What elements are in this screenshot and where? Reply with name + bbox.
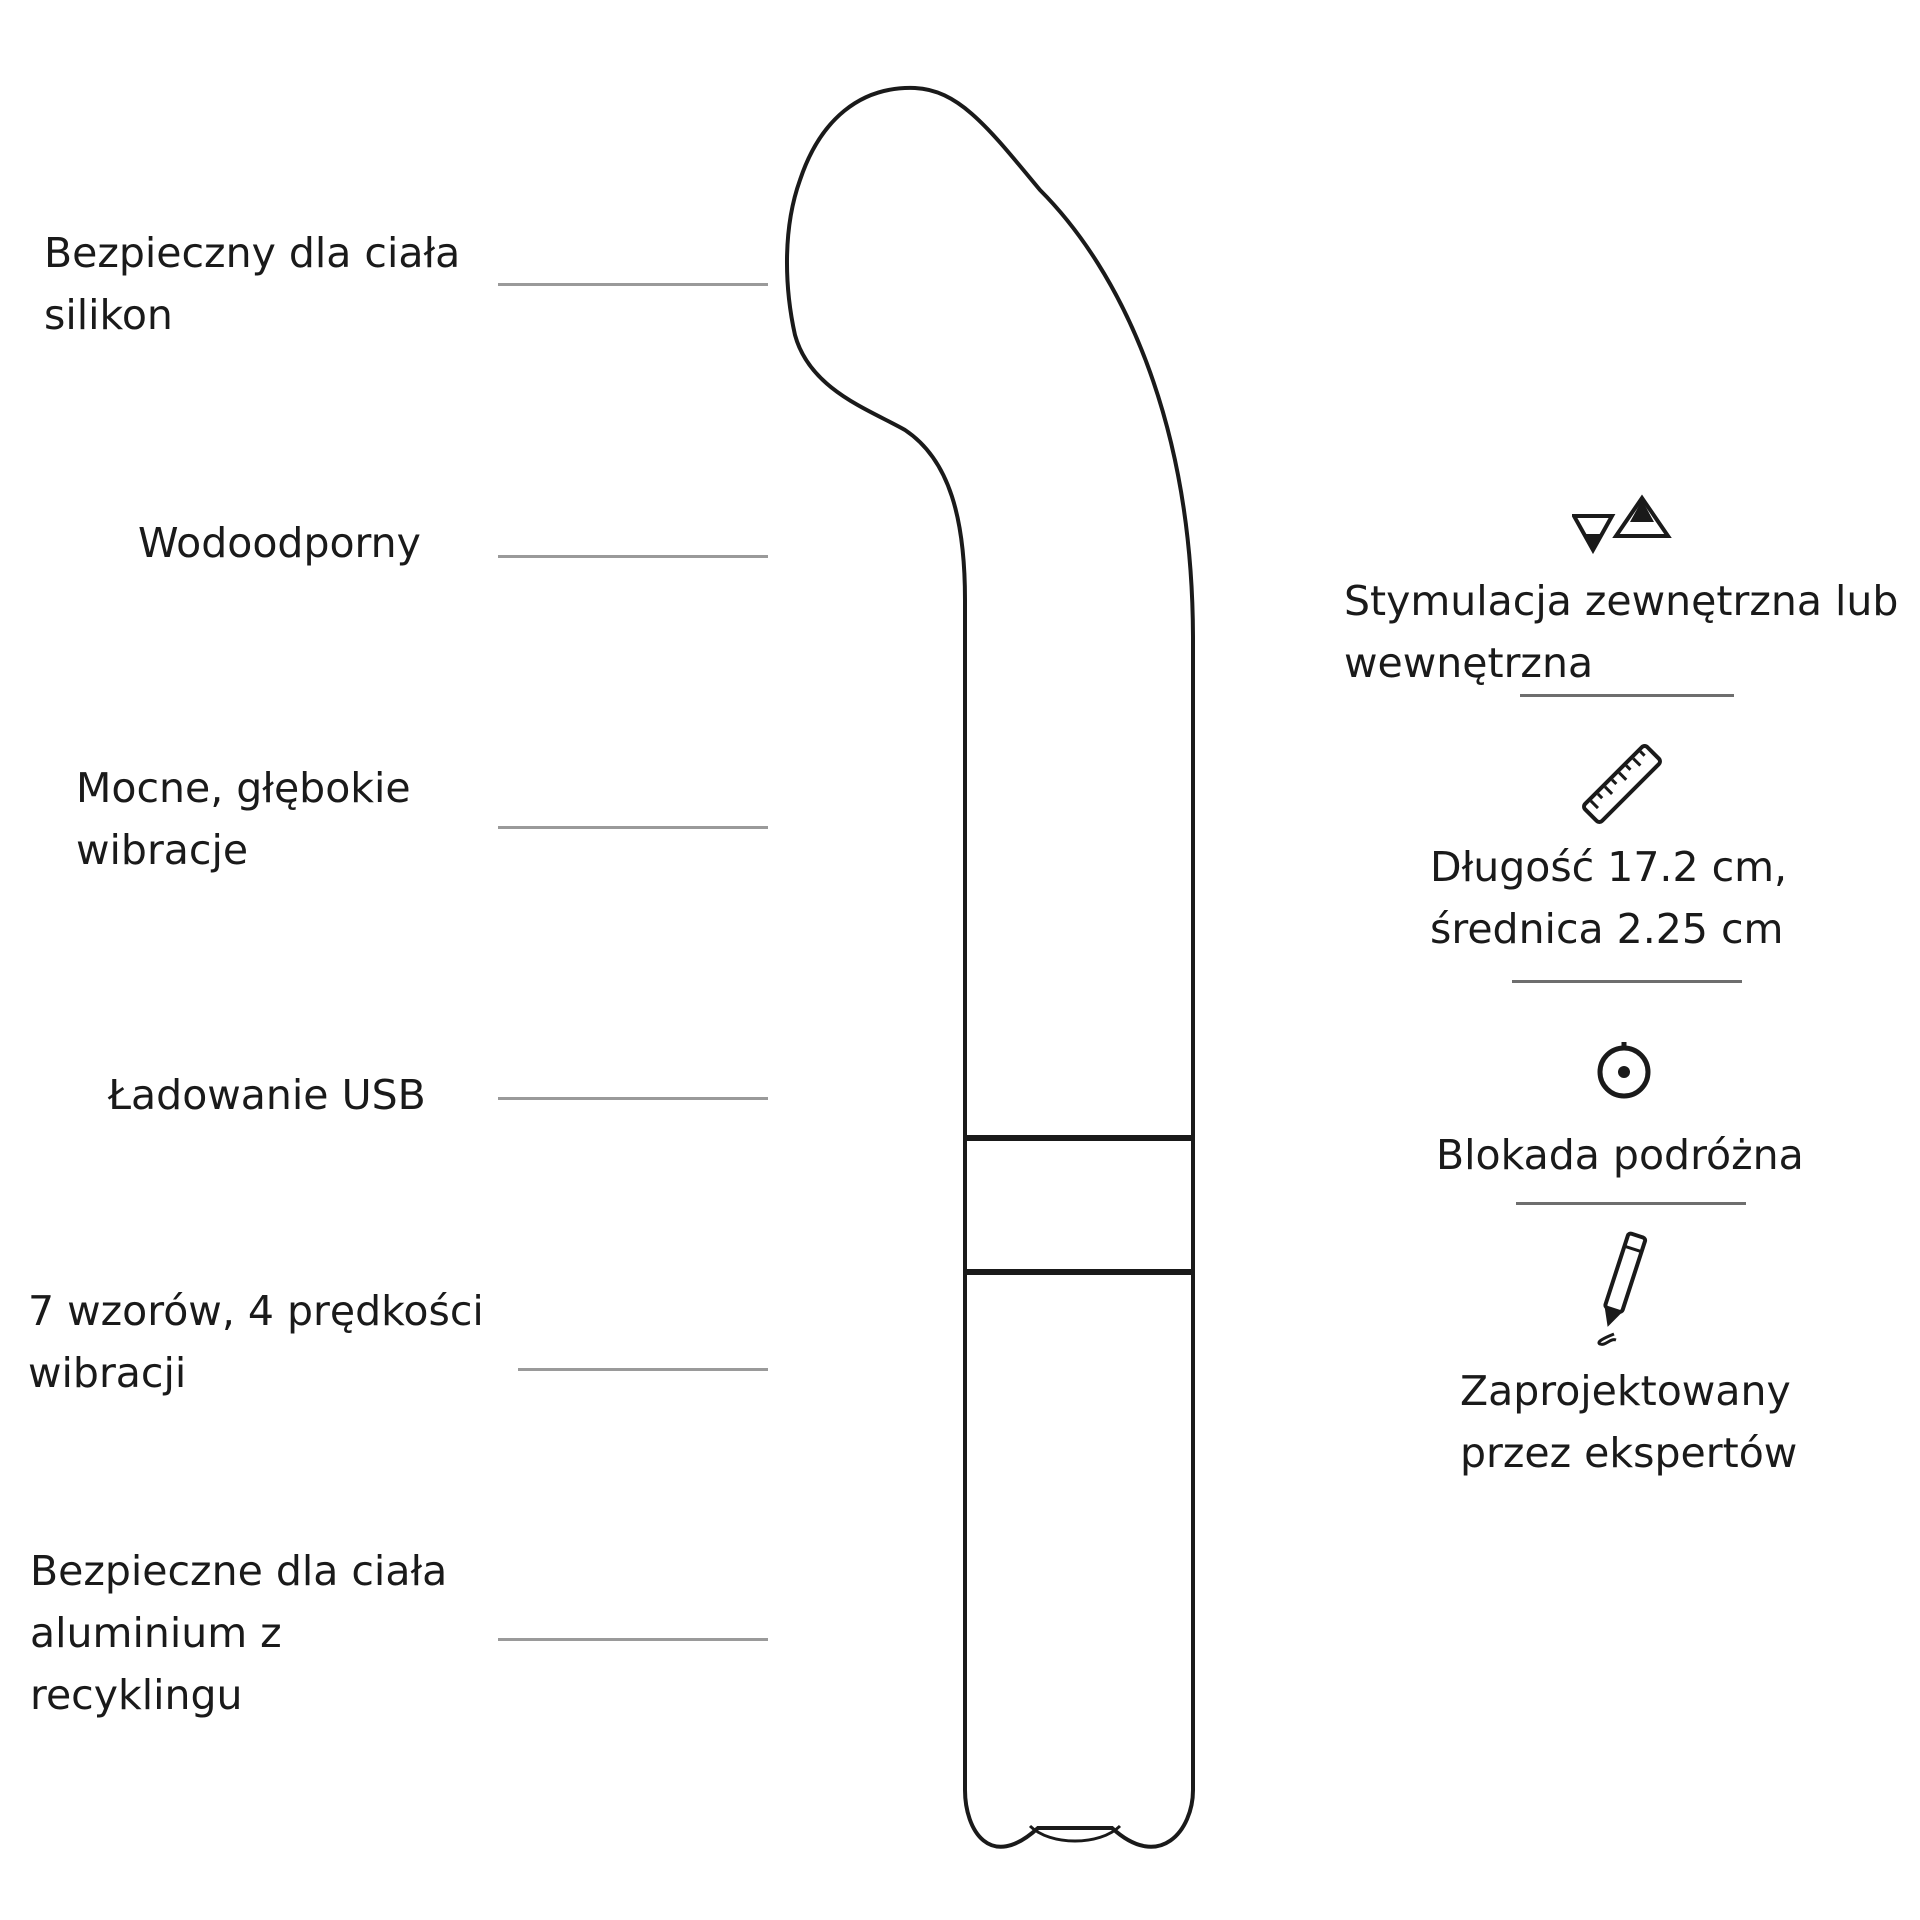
right-feature-travel-lock: [1436, 1124, 1804, 1186]
right-feature-dimensions-line2: średnica 2.25 cm: [1430, 905, 1784, 953]
leader-line-vibrations: [498, 826, 768, 829]
leader-line-aluminium: [498, 1638, 768, 1641]
leader-line-material: [498, 283, 768, 286]
left-feature-vibrations: [76, 757, 411, 881]
pen-icon: [1590, 1230, 1660, 1348]
left-feature-aluminium: [30, 1540, 447, 1726]
right-feature-stimulation-line2: wewnętrzna: [1344, 639, 1594, 687]
left-feature-patterns-line1: 7 wzorów, 4 prędkości: [28, 1287, 484, 1335]
left-feature-material-line1: Bezpieczny dla ciała: [44, 229, 461, 277]
left-feature-patterns: [28, 1280, 484, 1404]
left-feature-usb-line1: Ładowanie USB: [108, 1071, 426, 1119]
underline-stimulation: [1520, 694, 1734, 697]
leader-line-waterproof: [498, 555, 768, 558]
right-feature-travel-lock-line1: Blokada podróżna: [1436, 1131, 1804, 1179]
right-feature-dimensions: [1430, 836, 1787, 960]
left-feature-aluminium-line3: recyklingu: [30, 1671, 243, 1719]
leader-line-usb: [498, 1097, 768, 1100]
left-feature-aluminium-line2: aluminium z: [30, 1609, 282, 1657]
right-feature-stimulation-line1: Stymulacja zewnętrzna lub: [1344, 577, 1899, 625]
lock-icon: [1592, 1038, 1656, 1102]
right-feature-stimulation: [1344, 570, 1898, 694]
left-feature-material: [44, 222, 460, 346]
underline-travel-lock: [1516, 1202, 1746, 1205]
left-feature-material-line2: silikon: [44, 291, 173, 339]
left-feature-vibrations-line2: wibracje: [76, 826, 249, 874]
triangles-icon: [1572, 492, 1672, 562]
underline-dimensions: [1512, 980, 1742, 983]
left-feature-vibrations-line1: Mocne, głębokie: [76, 764, 411, 812]
right-feature-dimensions-line1: Długość 17.2 cm,: [1430, 843, 1788, 891]
right-feature-expert-design: [1460, 1360, 1797, 1484]
right-feature-expert-design-line1: Zaprojektowany: [1460, 1367, 1791, 1415]
left-feature-waterproof-line1: Wodoodporny: [138, 519, 421, 567]
left-feature-patterns-line2: wibracji: [28, 1349, 187, 1397]
leader-line-patterns: [518, 1368, 768, 1371]
left-feature-waterproof: [138, 512, 421, 574]
product-body-outline: [787, 88, 1193, 1847]
left-feature-aluminium-line1: Bezpieczne dla ciała: [30, 1547, 448, 1595]
left-feature-usb: [108, 1064, 426, 1126]
ruler-icon: [1576, 738, 1668, 830]
right-feature-expert-design-line2: przez ekspertów: [1460, 1429, 1798, 1477]
